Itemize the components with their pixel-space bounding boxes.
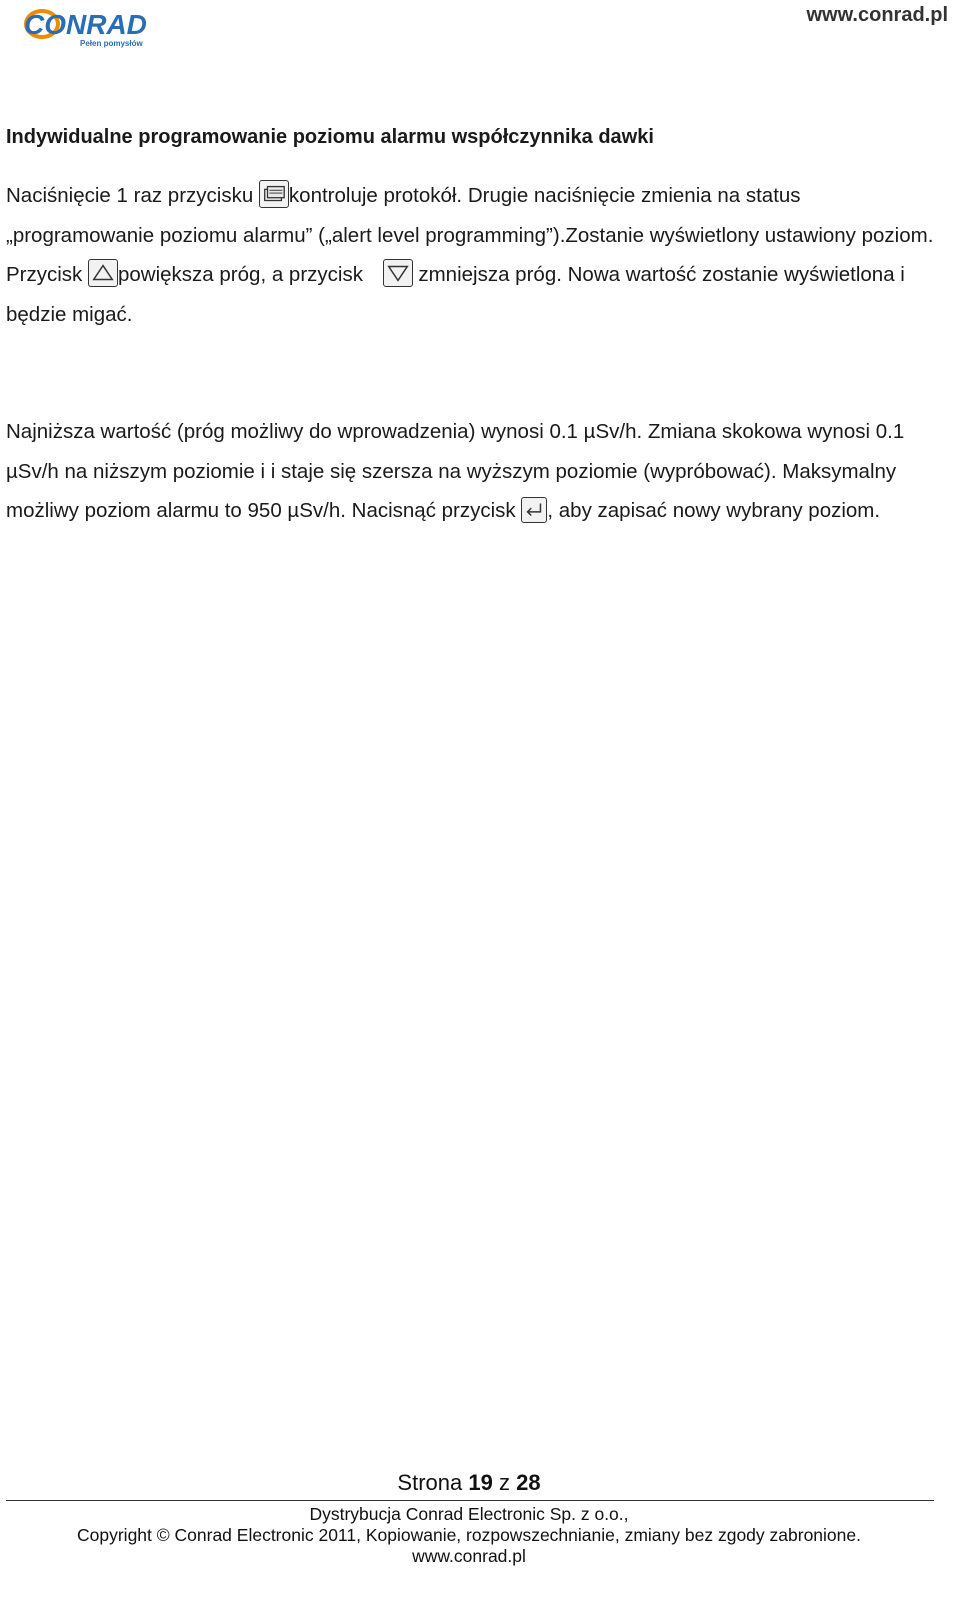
section-title: Indywidualne programowanie poziomu alarmu współczynnika dawki [6, 126, 654, 148]
page-number [0, 1470, 938, 1496]
paragraph-1 [6, 176, 941, 334]
site-url: www.conrad.pl [806, 4, 948, 26]
page-prefix: Strona [397, 1470, 469, 1495]
p2-text-2: , aby zapisać nowy wybrany poziom. [547, 499, 881, 522]
page-total: 28 [516, 1470, 541, 1495]
page-current: 19 [468, 1470, 493, 1495]
footer-distribution: Dystrybucja Conrad Electronic Sp. z o.o., [309, 1504, 629, 1524]
up-triangle-button-icon [88, 259, 118, 287]
down-triangle-button-icon [383, 259, 413, 287]
page-sep: z [492, 1470, 517, 1495]
footer-copyright: Copyright © Conrad Electronic 2011, Kopiowanie, rozpowszechnianie, zmiany bez zgody zabronione. [77, 1525, 861, 1545]
footer-divider [6, 1500, 934, 1501]
paragraph-2 [6, 412, 941, 531]
protocol-button-icon [259, 180, 289, 208]
logo-text: CONRAD [24, 9, 147, 40]
p1-text-1: Naciśnięcie 1 raz przycisku [6, 184, 259, 207]
conrad-logo [20, 6, 170, 48]
footer-url[interactable]: www.conrad.pl [412, 1546, 526, 1566]
p2-text-1: Najniższa wartość (próg możliwy do wprowadzenia) wynosi 0.1 µSv/h. Zmiana skokowa wynosi 0.1 µSv/h na niższym poziomie i i staje się szersza na wyższym poziomie (wypróbować). Maksymalny możliwy poziom alarmu to 950 µSv/h. Nacisnąć przycisk [6, 420, 905, 522]
p1-text-2: kontroluje protokół. Drugie naciśnięcie zmienia na status „programowanie poziomu alarmu” („alert level programming”).Zostanie wyświetlony ustawiony poziom. Przycisk [6, 184, 934, 286]
p1-text-4: zmniejsza próg. Nowa wartość zostanie wyświetlona i będzie migać. [6, 263, 905, 326]
p1-text-3: powiększa próg, a przycisk [118, 263, 369, 286]
enter-button-icon [521, 497, 547, 523]
logo-tagline: Pełen pomysłów [80, 39, 143, 48]
